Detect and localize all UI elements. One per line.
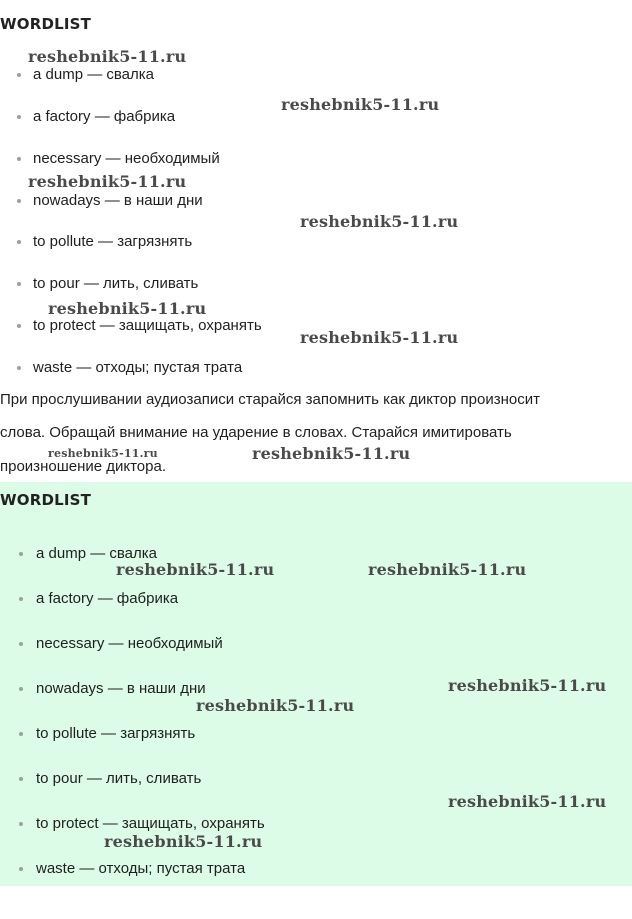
- instruction-line-3: произношение диктора.: [0, 458, 166, 475]
- watermark: reshebnik5-11.ru: [28, 172, 187, 191]
- watermark: reshebnik5-11.ru: [368, 560, 527, 579]
- bullet-icon: [19, 867, 23, 871]
- bullet-icon: [19, 552, 23, 556]
- bullet-icon: [19, 642, 23, 646]
- watermark: reshebnik5-11.ru: [196, 696, 355, 715]
- bullet-icon: [17, 199, 21, 203]
- bullet-icon: [17, 73, 21, 77]
- bullet-icon: [17, 324, 21, 328]
- bullet-icon: [19, 597, 23, 601]
- watermark: reshebnik5-11.ru: [300, 328, 459, 347]
- bullet-icon: [19, 732, 23, 736]
- watermark: reshebnik5-11.ru: [448, 676, 607, 695]
- wordlist-heading-1: WORDLIST: [0, 15, 92, 33]
- bullet-icon: [17, 366, 21, 370]
- instruction-line-2: слова. Обращай внимание на ударение в словах. Старайся имитировать: [0, 424, 512, 441]
- instruction-line-1: При прослушивании аудиозаписи старайся запомнить как диктор произносит: [0, 391, 540, 408]
- bullet-icon: [17, 282, 21, 286]
- bullet-icon: [17, 115, 21, 119]
- watermark: reshebnik5-11.ru: [116, 560, 275, 579]
- watermark: reshebnik5-11.ru: [448, 792, 607, 811]
- watermark: reshebnik5-11.ru: [300, 212, 459, 231]
- bullet-icon: [19, 777, 23, 781]
- watermark: reshebnik5-11.ru: [252, 444, 411, 463]
- bullet-icon: [19, 687, 23, 691]
- watermark: reshebnik5-11.ru: [104, 832, 263, 851]
- watermark: reshebnik5-11.ru: [281, 95, 440, 114]
- bullet-icon: [19, 822, 23, 826]
- watermark: reshebnik5-11.ru: [28, 47, 187, 66]
- bullet-icon: [17, 240, 21, 244]
- watermark: reshebnik5-11.ru: [48, 447, 158, 460]
- bullet-icon: [17, 157, 21, 161]
- watermark: reshebnik5-11.ru: [48, 299, 207, 318]
- wordlist-heading-2: WORDLIST: [0, 491, 92, 509]
